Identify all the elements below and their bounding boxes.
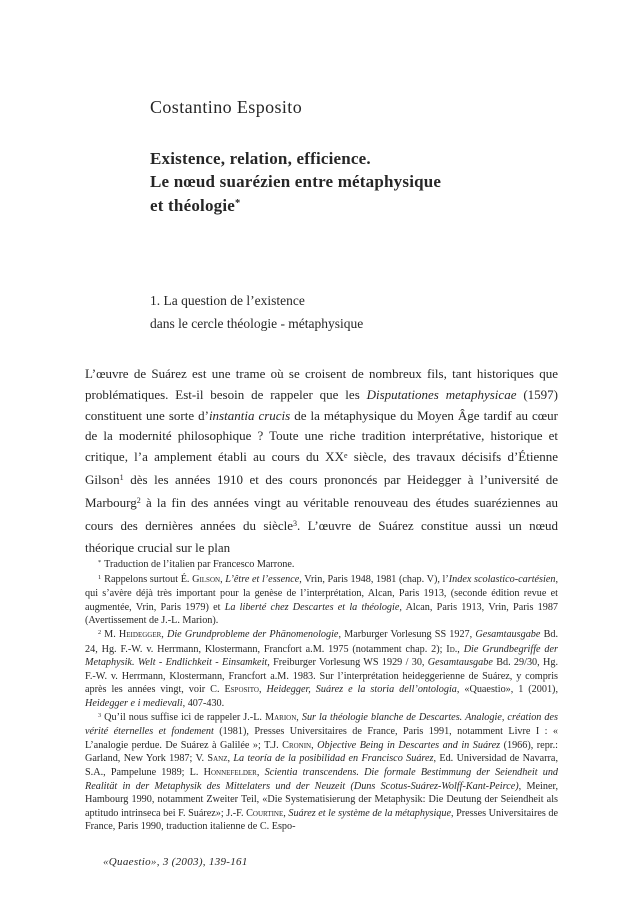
footnote-translation [85,558,558,573]
footnote-text: Rappelons surtout É. Gilson, L’être et l’essence, Vrin, Paris 1948, 1981 (chap. V), l’Index scolastico-cartésien, qui s’avère déjà très important pour la genèse de l’interprétation, Alcan, Paris 1913, (seconde édition revue et augmentée, Vrin, Paris 1979) et La liberté chez Descartes et la théologie, Alcan, Paris 1913, Vrin, Paris 1987 (Avertissement de J.-L. Marion). [85,573,559,627]
footnote-2 [85,628,558,711]
footnote-text: Traduction de l’italien par Francesco Marrone. [104,559,295,570]
footnote-1 [85,573,558,628]
section-heading [150,289,363,335]
footnote-marker: 1 [98,573,102,581]
article-title [150,147,441,220]
section-heading-line-2: dans le cercle théologie - métaphysique [150,316,364,331]
footnote-marker: 2 [98,629,102,637]
footnote-marker: * [98,559,102,567]
title-line-2: Le nœud suarézien entre métaphysique [150,172,442,192]
author-name: Costantino Esposito [150,97,303,117]
title-line-1: Existence, relation, efficience. [150,149,371,168]
footnote-text: Qu’il nous suffise ici de rappeler J.-L. Marion, Sur la théologie blanche de Descartes. Analogie, création des vérité éternelles et fondement (1981), Presses Universitaires de France, Paris 1991, notamment Livre I : « L’analogie perdue. De Suárez à Galilée »; T.J. Cronin, Objective Being in Descartes and in Suárez (1966), repr.: Garland, New York 1987; V. Sanz, La teoría de la posibilidad en Francisco Suárez, Ed. Universidad de Navarra, S.A., Pampelune 1989; L. Honnefelder, Scientia transcendens. Die formale Bestimmung der Seiendheit und Realität in der Metaphysik des Mittelaters und der Neuzeit (Duns Scotus-Suárez-Wolff-Kant-Peirce), Meiner, Hambourg 1990, notamment Zweiter Teil, «Die Systematisierung der Metaphysik: Die Deutung der Seiendheit als aptitudo intrinseca bei F. Suárez»; J.-F. Courtine, Suárez et le système de la métaphysique, Presses Universitaires de France, Paris 1990, traduction italienne de C. Espo- [85,711,559,833]
footnote-3 [85,711,558,834]
footnote-marker: 3 [98,711,102,719]
footnotes-block [85,558,558,834]
journal-footer: «Quaestio», 3 (2003), 139-161 [103,856,248,868]
body-paragraph: L’œuvre de Suárez est une trame où se croisent de nombreux fils, tant historiques que problématiques. Est-il besoin de rappeler que les Disputationes metaphysicae (1597) constituent une sorte d’instantia crucis de la métaphysique du Moyen Âge tardif au cœur de la modernité philosophique ? Toute une riche tradition interprétative, historique et critique, l’a amplement établi au cours du XXe siècle, des travaux décisifs d’Étienne Gilson$^1$ dès les années 1910 et des cours prononcés par Heidegger à l’université de Marbourg$^2$ à la fin des années vingt au véritable renouveau des études suaréziennes au cours des dernières années du siècle$^3$. L’œuvre de Suárez constitue aussi un nœud théorique crucial sur le plan [85,366,559,556]
section-heading-line-1: 1. La question de l’existence [150,293,305,308]
footnote-text: M. Heidegger, Die Grundprobleme der Phänomenologie, Marburger Vorlesung SS 1927, Gesamtausgabe Bd. 24, Hg. F.-W. v. Herrmann, Klostermann, Francfort a.M. 1975 (notamment chap. 2); Id., Die Grundbegriffe der Metaphysik. Welt - Endlichkeit - Einsamkeit, Freiburger Vorlesung WS 1929 / 30, Gesamtausgabe Bd. 29/30, Hg. F.-W. v. Herrmann, Klostermann, Francfort a.M. 1983. Sur l’interprétation heideggerienne de Suárez, y compris après les années vingt, voir C. Esposito, Heidegger, Suárez e la storia dell’ontologia, «Quaestio», 1 (2001), Heidegger e i medievali, 407-430. [85,628,559,709]
title-line-3: et théologie* [150,195,241,215]
